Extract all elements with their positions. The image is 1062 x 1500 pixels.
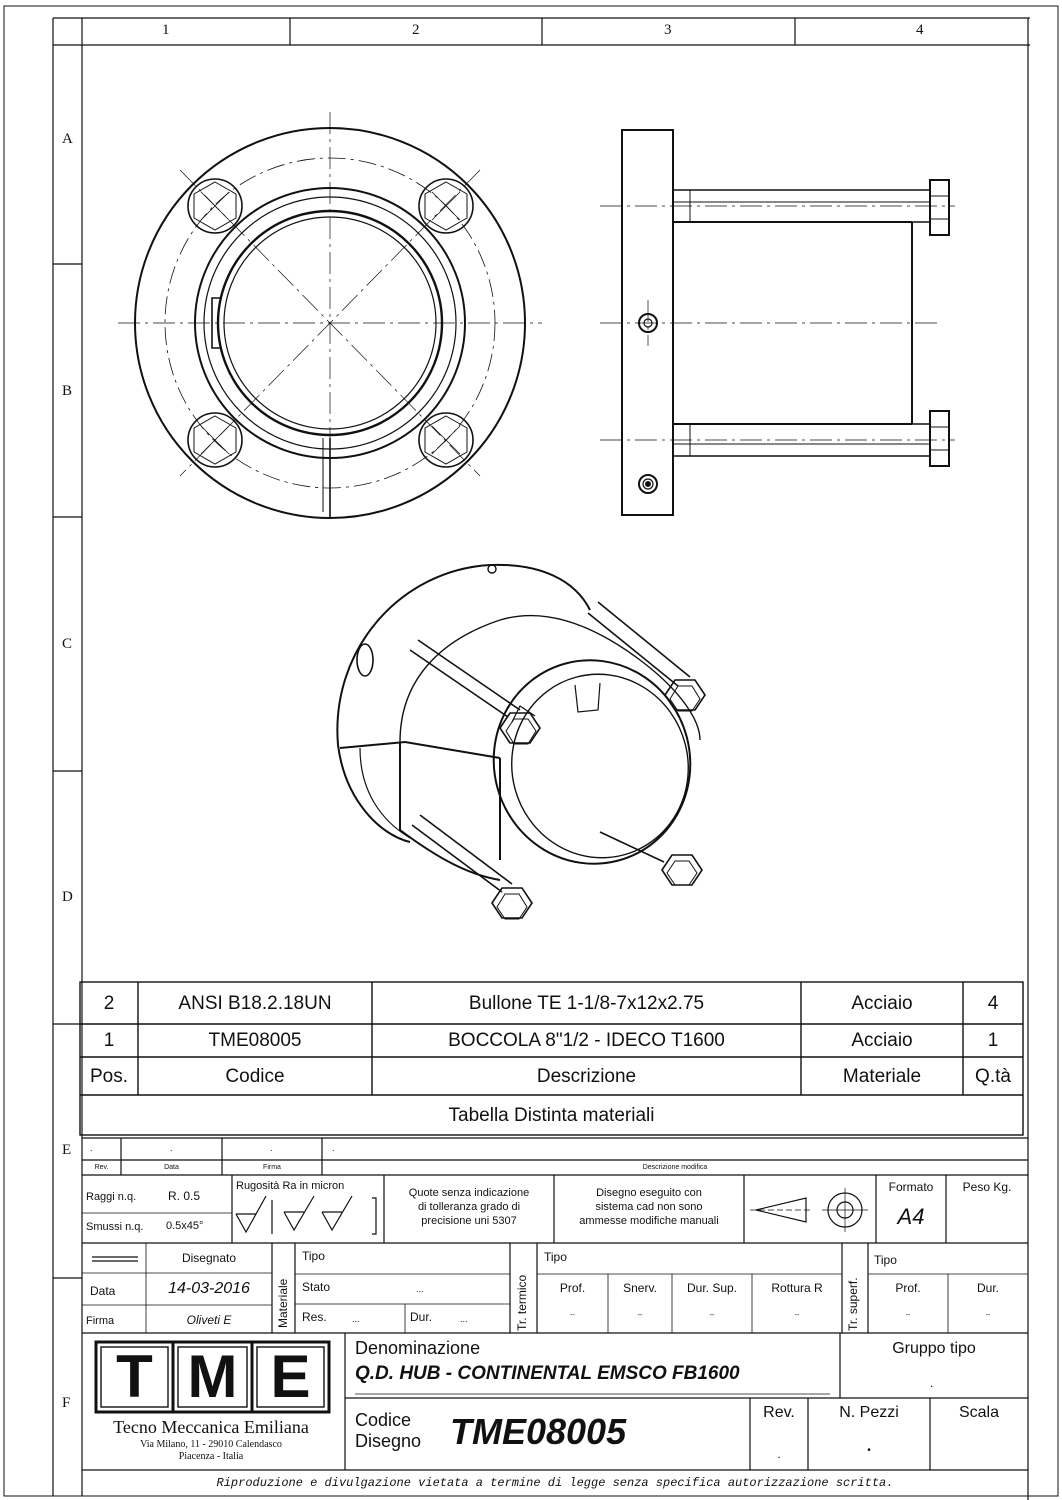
logo-letter: T	[116, 1343, 153, 1410]
raggi-value: R. 0.5	[168, 1189, 201, 1203]
drawing-code: TME08005	[450, 1411, 627, 1452]
bom-qty: 4	[987, 993, 999, 1014]
bom-code: TME08005	[208, 1030, 302, 1051]
gruppo-label: Gruppo tipo	[892, 1340, 976, 1357]
quote-line: Quote senza indicazione	[408, 1187, 530, 1199]
bom-desc: Bullone TE 1-1/8-7x12x2.75	[468, 993, 705, 1014]
prof-value: --	[570, 1312, 575, 1319]
tipo-label: Tipo	[544, 1250, 567, 1264]
scala-label: Scala	[958, 1404, 1000, 1421]
res-value: ...	[352, 1314, 360, 1324]
bom-pos: 1	[103, 1030, 115, 1051]
prof2-value: --	[905, 1312, 911, 1319]
desc-label: Descrizione modifica	[642, 1164, 708, 1171]
bom-header-pos: Pos.	[89, 1066, 129, 1087]
dur-sup-label: Dur. Sup.	[686, 1281, 738, 1295]
bom-header-code: Codice	[225, 1066, 285, 1087]
rottura-value: --	[794, 1312, 800, 1319]
quote-line: precisione uni 5307	[421, 1215, 517, 1227]
grid-row-label: B	[62, 383, 73, 399]
rev-label: Rev.	[94, 1164, 109, 1171]
dur2-value: --	[985, 1312, 991, 1319]
denominazione-label: Denominazione	[355, 1338, 481, 1358]
smussi-value: 0.5x45°	[166, 1220, 204, 1232]
dur-label: Dur.	[410, 1310, 433, 1324]
firma-label: Firma	[86, 1315, 115, 1327]
disegno-line: ammesse modifiche manuali	[579, 1215, 719, 1227]
data-label: Data	[164, 1164, 179, 1171]
formato-value: A4	[897, 1204, 925, 1229]
dur-sup-value: --	[709, 1312, 715, 1319]
data-value: 14-03-2016	[168, 1280, 250, 1297]
grid-col-label: 4	[916, 22, 924, 38]
disegno-line: Disegno eseguito con	[596, 1187, 702, 1199]
grid-row-label: C	[62, 636, 73, 652]
bom-desc: BOCCOLA 8"1/2 - IDECO T1600	[448, 1030, 725, 1051]
tr-termico-label: Tr. termico	[515, 1274, 529, 1331]
tipo-label: Tipo	[874, 1253, 897, 1267]
raggi-label: Raggi n.q.	[86, 1191, 137, 1203]
rottura-label: Rottura R	[771, 1281, 823, 1295]
materiale-label: Materiale	[276, 1278, 290, 1328]
grid-col-label: 3	[664, 22, 672, 38]
side-view	[600, 130, 955, 515]
tipo-label: Tipo	[302, 1249, 325, 1263]
prof2-label: Prof.	[895, 1281, 921, 1295]
bom-header-desc: Descrizione	[536, 1066, 637, 1087]
bom-title: Tabella Distinta materiali	[448, 1105, 655, 1126]
rev-label: Rev.	[763, 1404, 795, 1421]
tr-superf-label: Tr. superf.	[846, 1277, 860, 1331]
logo-letter: M	[187, 1343, 238, 1410]
snerv-label: Snerv.	[623, 1281, 657, 1295]
isometric-view	[337, 565, 713, 919]
disegno-label: Disegno	[355, 1431, 422, 1451]
gruppo-value: .	[930, 1376, 934, 1390]
dur-value: ...	[460, 1314, 468, 1324]
grid-row-label: E	[62, 1142, 72, 1158]
bom-code: ANSI B18.2.18UN	[178, 993, 332, 1014]
peso-label: Peso Kg.	[962, 1180, 1012, 1194]
pezzi-label: N. Pezzi	[839, 1404, 899, 1421]
prof-label: Prof.	[559, 1281, 586, 1295]
line-symbol	[92, 1257, 138, 1261]
data-dot: .	[170, 1143, 173, 1153]
disegnato-label: Disegnato	[181, 1251, 237, 1265]
company-address: Via Milano, 11 - 29010 Calendasco	[140, 1439, 282, 1450]
grid-row-label: D	[62, 889, 73, 905]
pezzi-value: •	[867, 1445, 871, 1456]
footer-disclaimer: Riproduzione e divulgazione vietata a termine di legge senza specifica autorizzazione scritta.	[216, 1476, 894, 1490]
rev-value: .	[777, 1447, 781, 1461]
grid-col-label: 2	[412, 22, 420, 38]
codice-label: Codice	[355, 1410, 412, 1430]
disegno-line: sistema cad non sono	[595, 1201, 703, 1213]
firma-dot: .	[270, 1143, 273, 1153]
smussi-label: Smussi n.q.	[86, 1221, 144, 1233]
company-city: Piacenza - Italia	[178, 1451, 244, 1462]
rugosita-label: Rugosità Ra in micron	[236, 1180, 345, 1192]
bom-pos: 2	[103, 993, 115, 1014]
bom-header-material: Materiale	[842, 1066, 922, 1087]
desc-dot: .	[332, 1143, 335, 1153]
grid-row-label: F	[62, 1395, 71, 1411]
bom-header-qty: Q.tà	[975, 1066, 1011, 1087]
snerv-value: --	[637, 1312, 643, 1319]
grid-col-label: 1	[162, 22, 170, 38]
bom-material: Acciaio	[851, 1030, 913, 1051]
drawing-title: Q.D. HUB - CONTINENTAL EMSCO FB1600	[355, 1363, 740, 1384]
logo-letter: E	[270, 1343, 311, 1410]
front-view	[118, 112, 542, 520]
stato-value: ...	[416, 1284, 424, 1294]
quote-line: di tolleranza grado di	[417, 1201, 521, 1213]
rev-dot: .	[90, 1143, 93, 1153]
data-label: Data	[90, 1284, 116, 1298]
dur2-label: Dur.	[976, 1281, 999, 1295]
projection-symbol	[750, 1188, 868, 1232]
bom-qty: 1	[987, 1030, 999, 1051]
formato-label: Formato	[888, 1180, 934, 1194]
firma-value: Oliveti E	[186, 1313, 232, 1327]
bom-material: Acciaio	[851, 993, 913, 1014]
grid-row-label: A	[62, 131, 73, 147]
stato-label: Stato	[302, 1280, 331, 1294]
firma-label: Firma	[263, 1164, 281, 1171]
company-name: Tecno Meccanica Emiliana	[113, 1417, 309, 1437]
res-label: Res.	[302, 1310, 327, 1324]
roughness-symbols	[236, 1196, 376, 1234]
